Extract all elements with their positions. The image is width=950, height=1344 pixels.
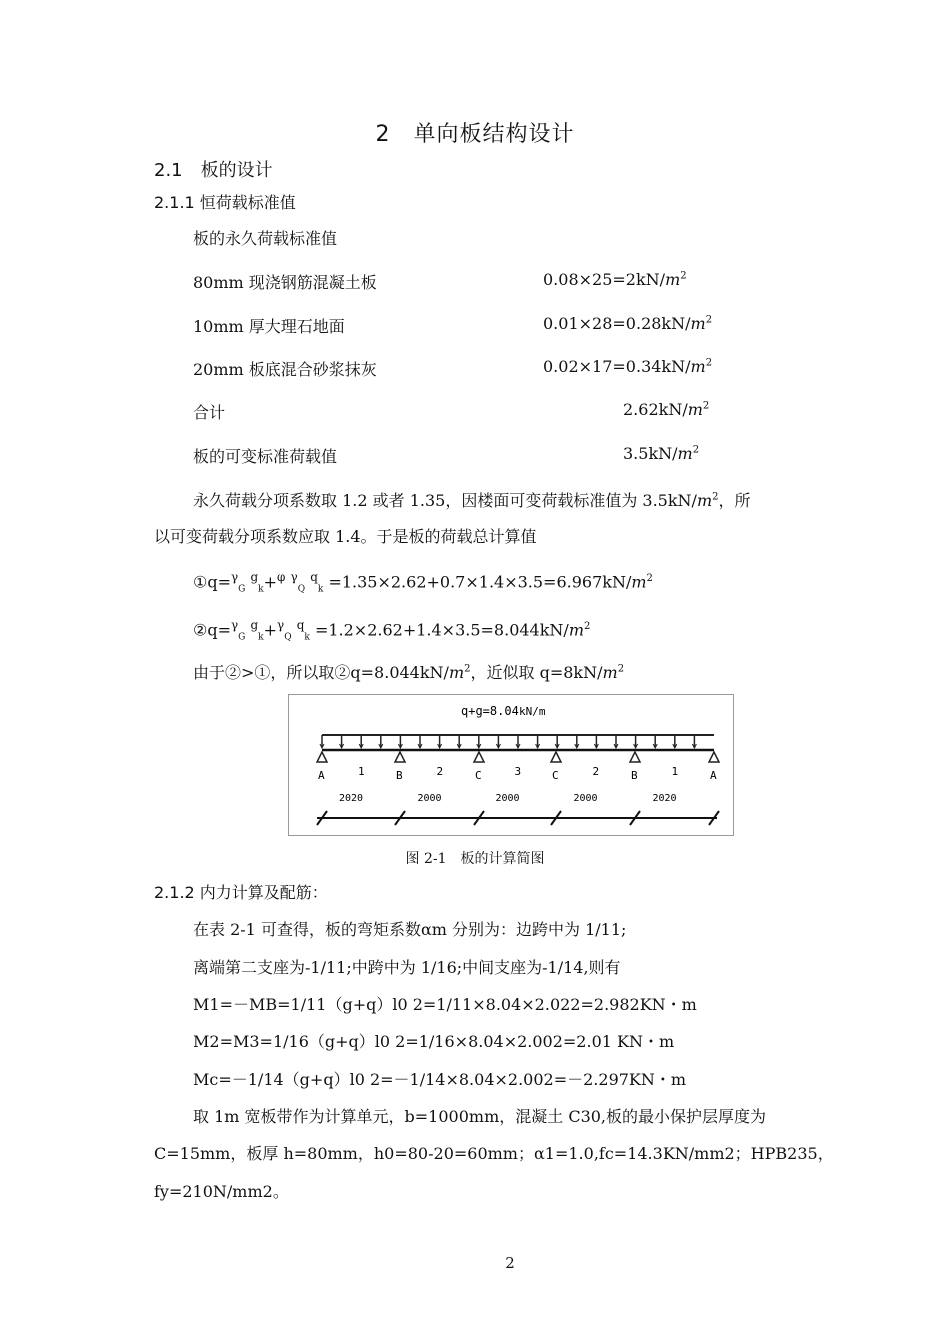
support-triangle <box>395 752 405 762</box>
load-label: q+g=8.04 <box>461 704 519 718</box>
section-heading-2-1-2: 2.1.2 内力计算及配筋： <box>154 883 328 902</box>
support-label: C <box>475 769 482 782</box>
support-triangle <box>709 752 719 762</box>
span-number: 3 <box>514 765 522 778</box>
load-unit: kN/m <box>519 705 546 718</box>
load-value: $0.08\times 25=2kN/m^2$ <box>543 270 687 289</box>
equation-1: ①q=$^\gamma_G$ $^g_k$+$^\varphi$ $^\gamma_Q$ $^q_k =1.35\times 2.62+0.7\times 1.4\times 3.5=6.967kN/m^2$ <box>193 570 653 595</box>
load-value: $2.62kN/m^2$ <box>623 400 710 419</box>
equation-2: ②q=$^\gamma_G$ $^g_k$+$^\gamma_Q$ $^q_k =1.2\times 2.62+1.4\times 3.5=8.044kN/m^2$ <box>193 618 591 643</box>
support-label: A <box>710 769 717 782</box>
final-paragraph-line: 取 1m 宽板带作为计算单元，b=1000mm，混凝土 C30,板的最小保护层厚度为 <box>193 1107 767 1126</box>
load-value: $3.5kN/m^2$ <box>623 444 700 463</box>
final-paragraph-line: fy=210N/mm2。 <box>154 1182 289 1201</box>
load-label: 合计 <box>193 403 226 422</box>
load-value: $0.02\times 17=0.34kN/m^2$ <box>543 357 713 376</box>
support-label: C <box>552 769 559 782</box>
moment-mc: Mc=－1/14（g+q）l0 2=－1/14×8.04×2.002=－2.297KN・m <box>193 1070 687 1089</box>
span-number: 1 <box>358 765 365 778</box>
text-line: 离端第二支座为-1/11;中跨中为 1/16;中间支座为-1/14,则有 <box>193 958 621 977</box>
support-label: A <box>318 769 325 782</box>
load-label: 20mm 板底混合砂浆抹灰 <box>193 360 377 379</box>
page-title: 2 单向板结构设计 <box>375 122 575 147</box>
support-triangle <box>474 752 484 762</box>
span-length: 2000 <box>573 793 598 804</box>
support-label: B <box>631 769 638 782</box>
load-value: $0.01\times 28=0.28kN/m^2$ <box>543 314 713 333</box>
permanent-load-heading: 板的永久荷载标准值 <box>193 229 338 248</box>
load-label: 80mm 现浇钢筋混凝土板 <box>193 273 377 292</box>
moment-m2: M2=M3=1/16（g+q）l0 2=1/16×8.04×2.002=2.01 KN・m <box>193 1032 675 1051</box>
text-line: 在表 2-1 可查得，板的弯矩系数αm 分别为：边跨中为 1/11; <box>193 920 627 939</box>
support-triangle <box>630 752 640 762</box>
figure-caption: 图 2-1 板的计算简图 <box>405 851 545 867</box>
span-length: 2020 <box>339 793 364 804</box>
support-label: B <box>396 769 403 782</box>
conclusion-line: 由于②>①，所以取$②q=8.044kN/m^2$，近似取 $q=8kN/m^2$ <box>193 663 625 682</box>
span-number: 1 <box>671 765 679 778</box>
paragraph-load-factors: 永久荷载分项系数取 1.2 或者 1.35，因楼面可变荷载标准值为 $3.5kN/m^2$，所 <box>193 491 751 510</box>
section-heading-2-1: 2.1 板的设计 <box>154 160 273 181</box>
supports-group <box>317 752 719 782</box>
span-length: 2000 <box>495 793 520 804</box>
beam-diagram-svg <box>289 695 733 835</box>
final-paragraph-line: C=15mm，板厚 h=80mm，h0=80-20=60mm；α1=1.0,fc=14.3KN/mm2；HPB235， <box>154 1144 834 1163</box>
load-label: 板的可变标准荷载值 <box>193 447 338 466</box>
load-label: 10mm 厚大理石地面 <box>193 317 345 336</box>
section-heading-2-1-1: 2.1.1 恒荷载标准值 <box>154 193 296 212</box>
load-arrows <box>320 735 714 748</box>
span-length: 2020 <box>652 793 677 804</box>
support-triangle <box>551 752 561 762</box>
span-number: 2 <box>592 765 600 778</box>
support-triangle <box>317 752 327 762</box>
span-number: 2 <box>436 765 444 778</box>
calculation-diagram <box>288 694 734 836</box>
moment-m1: M1=－MB=1/11（g+q）l0 2=1/11×8.04×2.022=2.982KN・m <box>193 995 697 1014</box>
page-number: 2 <box>505 1254 515 1272</box>
paragraph-load-factors-cont: 以可变荷载分项系数应取 1.4。于是板的荷载总计算值 <box>154 527 537 546</box>
span-length: 2000 <box>417 793 442 804</box>
dimension-line <box>317 793 719 825</box>
